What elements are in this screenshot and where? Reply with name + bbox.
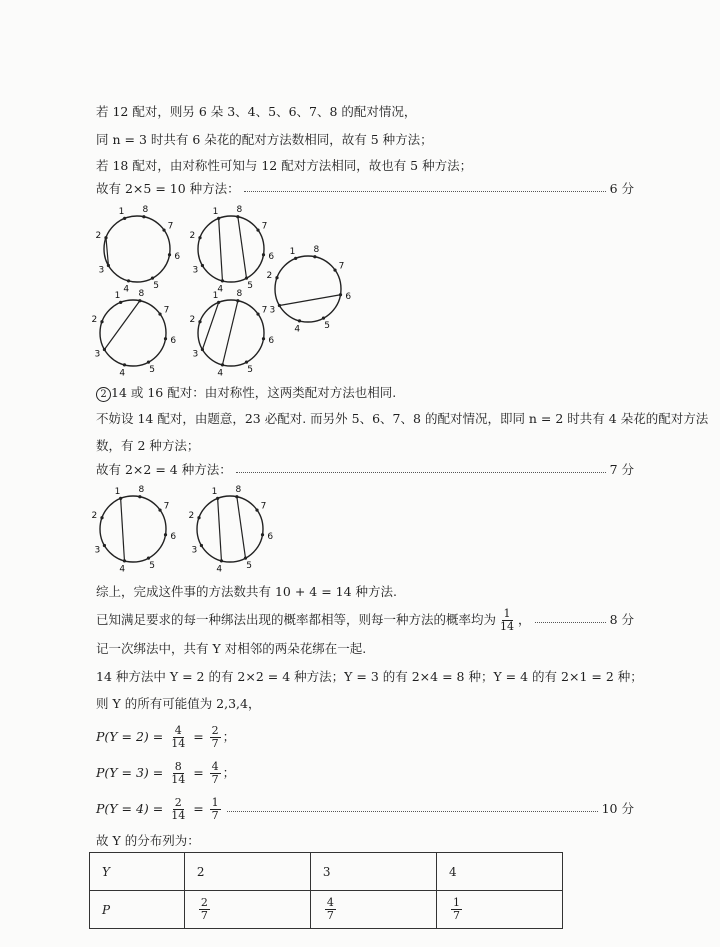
flower-label: 1 [118,206,125,217]
flower-label: 1 [289,246,296,257]
flower-point [162,228,165,231]
circle-outline [198,216,264,282]
flower-point [322,317,325,320]
flower-label: 3 [94,349,101,360]
flower-label: 5 [324,321,330,332]
flower-label: 5 [153,281,159,292]
flower-label: 5 [246,561,252,572]
flower-label: 5 [149,561,155,572]
flower-label: 8 [313,244,320,255]
points-6: 6 分 [609,181,634,196]
prob-y4: P(Y = 4) = $\frac{2}{14}$ = $\frac{1}{7}$ 10 分 [96,795,634,822]
flower-label: 5 [247,365,253,376]
text-line-7: 数，有 2 种方法； [96,438,200,453]
flower-label: 1 [114,486,121,497]
flower-point [201,264,204,267]
flower-point [256,312,259,315]
flower-point [216,497,219,500]
flower-label: 7 [261,305,268,316]
flower-label: 6 [170,336,177,347]
flower-point [244,557,247,560]
flower-label: 2 [91,510,98,521]
pair-chord [219,218,223,280]
text-line-6: 不妨设 14 配对，由题意，23 必配对. 而另外 5、6、7、8 的配对情况，即同 n = 2 时共有 4 朵花的配对方法 [96,411,709,426]
flower-point [147,361,150,364]
flower-label: 8 [138,484,145,495]
flower-label: 3 [98,265,105,276]
flower-point [262,337,265,340]
flower-point [201,348,204,351]
flower-point [198,320,201,323]
flower-label: 6 [174,252,181,263]
flower-point [333,268,336,271]
score-line-7 [96,461,634,479]
table-row [90,891,563,929]
flower-label: 4 [294,324,301,335]
flower-label: 2 [266,270,273,281]
fraction: $\frac{1}{14}$ [500,606,515,633]
circle-outline [197,496,263,562]
flower-label: 4 [123,284,130,295]
flower-point [168,253,171,256]
score-line-8 [96,606,634,634]
pairing-circle-5 [189,289,274,379]
flower-label: 6 [268,336,275,347]
pairing-circle-3 [266,245,351,335]
flower-point [278,304,281,307]
flower-point [123,217,126,220]
flower-point [339,293,342,296]
pair-chord [222,301,237,365]
pairing-circle-6 [91,485,176,575]
flower-point [100,320,103,323]
flower-point [236,215,239,218]
flower-point [245,277,248,280]
table-cell: $\frac{4}{7}$ [310,891,436,929]
distribution-table [89,852,563,929]
pair-chord [237,497,246,558]
flower-label: 3 [94,545,101,556]
points-7: 7 分 [609,462,634,477]
text-line-14: 故 Y 的分布列为： [96,833,200,848]
flower-label: 7 [163,305,170,316]
flower-point [245,361,248,364]
flower-point [221,363,224,366]
pairing-circle-4 [91,289,176,379]
flower-point [235,495,238,498]
flower-label: 4 [217,284,224,295]
flower-label: 8 [235,484,242,495]
flower-point [138,495,141,498]
text-line-4: 故有 2×5 = 10 种方法： [96,181,240,196]
dotted-leader [227,803,598,812]
flower-point [261,533,264,536]
flower-point [255,508,258,511]
flower-point [104,236,107,239]
flower-label: 1 [212,290,219,301]
flower-point [220,559,223,562]
flower-label: 7 [261,221,268,232]
table-cell: 2 [184,853,310,891]
flower-label: 1 [212,206,219,217]
flower-label: 2 [189,230,196,241]
table-cell: Y [90,853,185,891]
flower-point [107,264,110,267]
flower-label: 8 [236,288,243,299]
flower-point [217,301,220,304]
flower-point [164,337,167,340]
table-cell: 4 [436,853,562,891]
flower-label: 7 [167,221,174,232]
flower-label: 3 [269,305,276,316]
pairing-circle-7 [188,485,273,575]
table-row [90,853,563,891]
pair-chord [279,295,340,306]
flower-point [158,312,161,315]
dotted-leader [535,614,606,623]
pairing-circle-2 [189,205,274,295]
flower-label: 1 [211,486,218,497]
flower-point [147,557,150,560]
text-line-8: 故有 2×2 = 4 种方法： [96,462,232,477]
dotted-leader [236,464,606,473]
pairing-circle-1 [95,205,180,295]
flower-point [103,348,106,351]
flower-point [256,228,259,231]
flower-label: 3 [192,265,199,276]
prob-y3: P(Y = 3) = $\frac{8}{14}$ = $\frac{4}{7}$ ； [96,760,236,786]
flower-label: 8 [236,204,243,215]
flower-label: 8 [142,204,149,215]
flower-label: 4 [119,564,126,575]
text-line-13: 则 Y 的所有可能值为 2,3,4， [96,696,261,711]
pair-chord [121,498,125,560]
text-line-2: 同 n = 3 时共有 6 朵花的配对方法数相同，故有 5 种方法； [96,132,433,147]
flower-label: 5 [247,281,253,292]
flower-point [200,544,203,547]
pair-chord [218,498,222,560]
flower-point [142,215,145,218]
table-cell: $\frac{1}{7}$ [436,891,562,929]
table-cell: $\frac{2}{7}$ [184,891,310,929]
pair-chord [202,302,218,349]
flower-point [221,279,224,282]
pair-chord [104,301,139,350]
prob-y2: P(Y = 2) = $\frac{4}{14}$ = $\frac{2}{7}$ ； [96,724,236,750]
flower-label: 6 [268,252,275,263]
flower-point [100,516,103,519]
flower-point [103,544,106,547]
flower-label: 4 [217,368,224,379]
flower-point [275,276,278,279]
text-line-10: 已知满足要求的每一种绑法出现的概率都相等，则每一种方法的概率均为 $\frac{1}{14}$ ， [96,606,531,633]
flower-label: 2 [95,230,102,241]
pair-chord [238,217,247,278]
flower-point [127,279,130,282]
flower-point [119,497,122,500]
flower-point [236,299,239,302]
flower-point [138,299,141,302]
flower-label: 7 [260,501,267,512]
flower-label: 4 [216,564,223,575]
flower-point [294,257,297,260]
flower-label: 3 [191,545,198,556]
circle-outline [275,256,341,322]
text-line-5: 2 14 或 16 配对：由对称性，这两类配对方法也相同. [96,384,396,402]
flower-label: 8 [138,288,145,299]
flower-label: 2 [189,314,196,325]
flower-point [123,363,126,366]
table-cell: P [90,891,185,929]
points-10: 10 分 [601,801,634,816]
flower-label: 3 [192,349,199,360]
flower-label: 7 [338,261,345,272]
flower-point [262,253,265,256]
flower-point [217,217,220,220]
flower-point [119,301,122,304]
flower-label: 7 [163,501,170,512]
flower-point [151,277,154,280]
flower-point [164,533,167,536]
text-line-9: 综上，完成这件事的方法数共有 10 + 4 = 14 种方法. [96,584,398,599]
flower-point [123,559,126,562]
flower-label: 1 [114,290,121,301]
flower-point [158,508,161,511]
text-line-11: 记一次绑法中，共有 Y 对相邻的两朵花绑在一起. [96,641,367,656]
flower-point [198,236,201,239]
flower-label: 6 [267,532,274,543]
text-line-12: 14 种方法中 Y = 2 的有 2×2 = 4 种方法；Y = 3 的有 2×4 = 8 种；Y = 4 的有 2×1 = 2 种； [96,669,643,684]
flower-point [298,319,301,322]
circled-number: 2 [96,387,111,402]
text-line-1: 若 12 配对，则另 6 朵 3、4、5、6、7、8 的配对情况， [96,104,417,119]
flower-label: 5 [149,365,155,376]
flower-point [313,255,316,258]
circle-outline [100,496,166,562]
circle-outline [104,216,170,282]
flower-label: 4 [119,368,126,379]
flower-point [197,516,200,519]
flower-label: 6 [345,292,352,303]
flower-label: 2 [91,314,98,325]
text-line-3: 若 18 配对，由对称性可知与 12 配对方法相同，故也有 5 种方法； [96,158,473,173]
points-8: 8 分 [609,612,634,627]
flower-label: 6 [170,532,177,543]
flower-label: 2 [188,510,195,521]
table-cell: 3 [310,853,436,891]
